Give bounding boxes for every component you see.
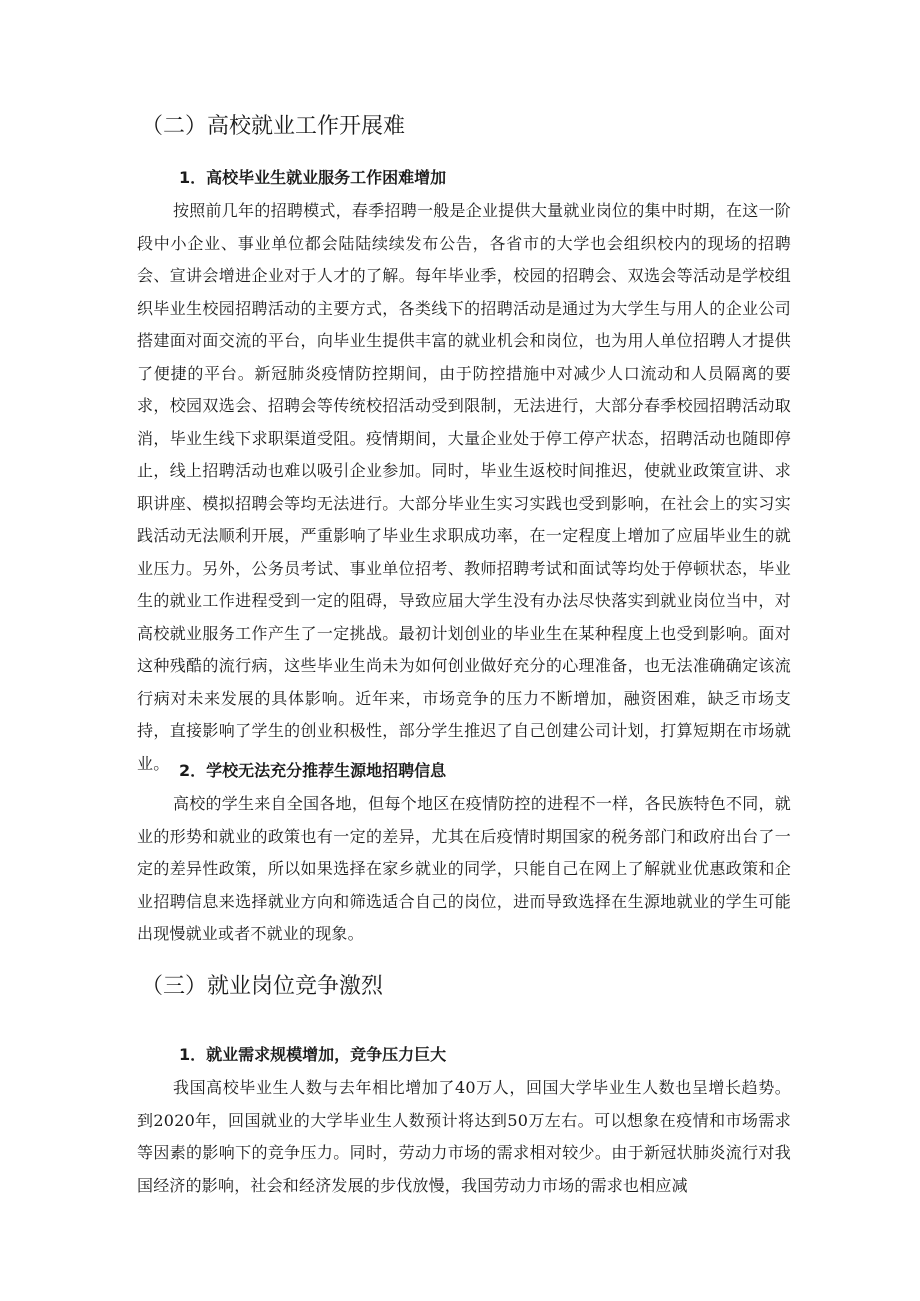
paragraph-2-1: 按照前几年的招聘模式，春季招聘一般是企业提供大量就业岗位的集中时期，在这一阶段中小企业、事业单位都会陆陆续续发布公告，各省市的大学也会组织校内的现场的招聘会、宣讲会增进企业对于人才的了解。每年毕业季，校园的招聘会、双选会等活动是学校组织毕业生校园招聘活动的主要方式，各类线下的招聘活动是通过为大学生与用人的企业公司搭建面对面交流的平台，向毕业生提供丰富的就业机会和岗位，也为用人单位招聘人才提供了便捷的平台。新冠肺炎疫情防控期间，由于防控措施中对减少人口流动和人员隔离的要求，校园双选会、招聘会等传统校招活动受到限制，无法进行，大部分春季校园招聘活动取消，毕业生线下求职渠道受阻。疫情期间，大量企业处于停工停产状态，招聘活动也随即停止，线上招聘活动也难以吸引企业参加。同时，毕业生返校时间推迟，使就业政策宣讲、求职讲座、模拟招聘会等均无法进行。大部分毕业生实习实践也受到影响，在社会上的实习实践活动无法顺利开展，严重影响了毕业生求职成功率，在一定程度上增加了应届毕业生的就业压力。另外，公务员考试、事业单位招考、教师招聘考试和面试等均处于停顿状态，毕业生的就业工作进程受到一定的阻碍，导致应届大学生没有办法尽快落实到就业岗位当中，对高校就业服务工作产生了一定挑战。最初计划创业的毕业生在某种程度上也受到影响。面对这种残酷的流行病，这些毕业生尚未为如何创业做好充分的心理准备，也无法准确确定该流行病对未来发展的具体影响。近年来，市场竞争的压力不断增加，融资困难，缺乏市场支持，直接影响了学生的创业积极性，部分学生推迟了自己创建公司计划，打算短期在市场就业。	[137, 201, 791, 773]
subheading-3-1: 1．就业需求规模增加，竞争压力巨大	[179, 1045, 447, 1064]
subheading-2-2: 2．学校无法充分推荐生源地招聘信息	[179, 761, 447, 780]
paragraph-3-1: 我国高校毕业生人数与去年相比增加了40万人，回国大学毕业生人数也呈增长趋势。到2020年，回国就业的大学毕业生人数预计将达到50万左右。可以想象在疫情和市场需求等因素的影响下的竞争压力。同时，劳动力市场的需求相对较少。由于新冠状肺炎流行对我国经济的影响，社会和经济发展的步伐放慢，我国劳动力市场的需求也相应减	[137, 1078, 791, 1195]
subheading-2-1: 1．高校毕业生就业服务工作困难增加	[179, 168, 447, 187]
section-heading-2: （二）高校就业工作开展难	[141, 114, 406, 139]
section-heading-3: （三）就业岗位竞争激烈	[141, 974, 384, 999]
paragraph-2-2: 高校的学生来自全国各地，但每个地区在疫情防控的进程不一样，各民族特色不同，就业的形势和就业的政策也有一定的差异，尤其在后疫情时期国家的税务部门和政府出台了一定的差异性政策，所以如果选择在家乡就业的同学，只能自己在网上了解就业优惠政策和企业招聘信息来选择就业方向和筛选适合自己的岗位，进而导致选择在生源地就业的学生可能出现慢就业或者不就业的现象。	[137, 794, 791, 943]
